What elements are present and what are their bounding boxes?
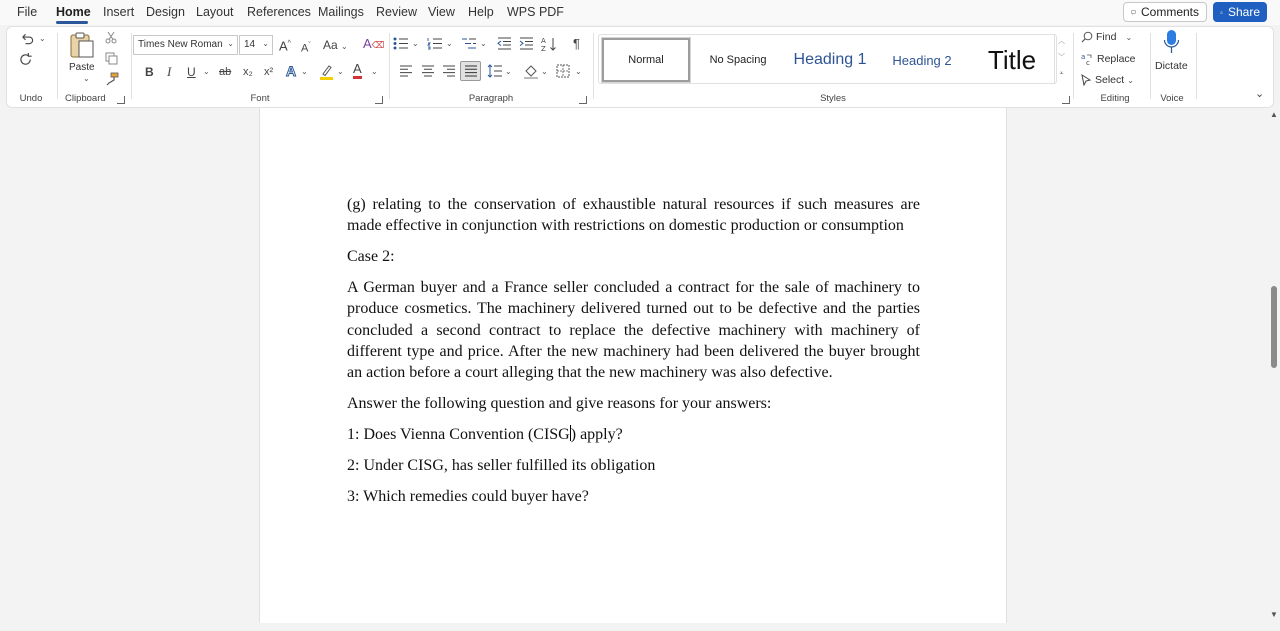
svg-text:A: A [541, 37, 546, 45]
document-content[interactable] [347, 194, 920, 517]
shading-dropdown[interactable]: ⌄ [541, 67, 548, 76]
share-button[interactable] [1213, 2, 1267, 22]
clipboard-launcher-icon[interactable] [117, 96, 125, 104]
menu-design[interactable]: Design [146, 5, 185, 19]
highlight-dropdown[interactable]: ⌄ [337, 67, 344, 76]
menu-review[interactable]: Review [376, 5, 417, 19]
scroll-up-icon[interactable]: ▲ [1270, 110, 1278, 119]
share-label: Share [1227, 5, 1260, 19]
clipboard-group-label: Clipboard [65, 93, 106, 104]
paragraph[interactable]: 2: Under CISG, has seller fulfilled its obligation [347, 457, 656, 475]
decrease-indent-icon[interactable] [497, 37, 512, 50]
divider [57, 33, 58, 99]
styles-launcher-icon[interactable] [1062, 96, 1070, 104]
dictate-label: Dictate [1155, 60, 1188, 72]
style-heading-2[interactable] [878, 38, 966, 82]
paragraph[interactable]: Case 2: [347, 248, 395, 266]
bullets-dropdown[interactable]: ⌄ [412, 39, 419, 48]
style-no-spacing[interactable] [694, 38, 782, 82]
shading-icon[interactable] [523, 63, 539, 79]
scroll-down-icon[interactable]: ▼ [1270, 610, 1278, 619]
menu-wps-pdf[interactable]: WPS PDF [507, 5, 564, 19]
svg-text:a: a [1081, 53, 1086, 61]
search-icon [1081, 31, 1093, 43]
paragraph[interactable]: A German buyer and a France seller concluded a contract for the sale of machinery to produce cosmetics. The machinery delivered turned out to be defective and the parties concluded a second contract to replace the defective machinery with machinery of different type and price. After the new machinery had been delivered the buyer brought an action before a court alleging that the new machinery was also defective. [347, 279, 920, 382]
numbering-icon[interactable] [427, 37, 443, 50]
chevron-down-icon: ⌄ [262, 39, 269, 48]
menu-insert[interactable]: Insert [103, 5, 135, 19]
voice-group [1150, 27, 1194, 107]
paragraph-group [391, 27, 591, 107]
microphone-icon [1163, 29, 1180, 55]
styles-group-label: Styles [820, 93, 846, 104]
menu-layout[interactable]: Layout [196, 5, 234, 19]
document-page[interactable] [259, 108, 1007, 623]
scrollbar-thumb[interactable] [1271, 286, 1277, 368]
text-effects-dropdown[interactable]: ⌄ [301, 67, 308, 76]
svg-text:Z: Z [541, 45, 546, 52]
editing-group-label: Editing [1100, 93, 1130, 104]
select-label: Select [1095, 74, 1125, 86]
paste-dropdown[interactable]: ⌄ [83, 74, 90, 83]
menu-file[interactable]: File [17, 5, 38, 19]
align-right-icon[interactable] [442, 65, 456, 77]
undo-group [7, 27, 55, 107]
align-center-icon[interactable] [421, 65, 435, 77]
style-title[interactable] [968, 38, 1056, 82]
cursor-arrow-icon [1081, 74, 1092, 86]
format-painter-icon[interactable] [105, 72, 119, 86]
dictate-button[interactable] [1150, 29, 1194, 73]
numbering-dropdown[interactable]: ⌄ [446, 39, 453, 48]
clear-formatting-icon[interactable]: A⌫ [363, 36, 385, 51]
subscript-button[interactable]: x₂ [243, 66, 253, 78]
paragraph[interactable]: (g) relating to the conservation of exhaustible natural resources if such measures are made effective in conjunction with restrictions on domestic production or consumption [347, 196, 920, 235]
styles-gallery [598, 34, 1057, 84]
ribbon [6, 26, 1274, 108]
paragraph[interactable]: Answer the following question and give reasons for your answers: [347, 395, 772, 413]
line-spacing-icon[interactable] [487, 64, 503, 78]
menu-mailings[interactable]: Mailings [318, 5, 364, 19]
chevron-down-icon[interactable]: ﹀ [1058, 54, 1065, 61]
text-effects-button[interactable]: A [286, 63, 297, 79]
style-normal[interactable] [602, 38, 690, 82]
style-no-spacing-label: No Spacing [709, 54, 767, 66]
undo-group-label: Undo [19, 93, 43, 104]
chevron-up-icon[interactable]: ︿ [1058, 38, 1065, 45]
multilevel-dropdown[interactable]: ⌄ [480, 39, 487, 48]
menu-help[interactable]: Help [468, 5, 494, 19]
undo-dropdown[interactable]: ⌄ [39, 34, 46, 43]
cut-icon[interactable] [105, 31, 117, 44]
align-left-icon[interactable] [399, 65, 413, 77]
font-group-label: Font [250, 93, 270, 104]
paragraph[interactable]: 3: Which remedies could buyer have? [347, 488, 589, 506]
font-color-dropdown[interactable]: ⌄ [371, 67, 378, 76]
font-group [133, 27, 387, 107]
bold-button[interactable]: B [145, 65, 154, 79]
paste-label[interactable]: Paste [69, 62, 95, 73]
comment-icon [1131, 7, 1136, 18]
italic-button[interactable]: I [167, 64, 172, 79]
select-dropdown: ⌄ [1127, 75, 1134, 85]
select-button[interactable] [1081, 74, 1134, 86]
style-heading-2-label: Heading 2 [892, 52, 952, 68]
chevron-down-icon: ⌄ [227, 39, 234, 48]
menu-view[interactable]: View [428, 5, 455, 19]
paragraph-launcher-icon[interactable] [579, 96, 587, 104]
justify-icon [464, 65, 478, 77]
clipboard-group [59, 27, 131, 107]
strikethrough-button[interactable]: ab [219, 66, 232, 78]
replace-label: Replace [1097, 53, 1136, 65]
question-1-start: 1: Does Vienna Convention (CISG [347, 426, 570, 444]
undo-icon[interactable] [19, 31, 34, 45]
question-1-end: ) apply? [570, 426, 623, 444]
sort-icon[interactable] [541, 36, 557, 52]
voice-group-label: Voice [1160, 93, 1184, 104]
find-button[interactable] [1081, 31, 1132, 43]
font-name-combo[interactable] [133, 35, 238, 55]
justify-button[interactable] [460, 61, 481, 81]
replace-icon [1081, 53, 1094, 65]
collapse-ribbon-icon[interactable]: ⌄ [1255, 88, 1265, 100]
styles-gallery-scroll[interactable] [1054, 34, 1068, 84]
font-launcher-icon[interactable] [375, 96, 383, 104]
style-title-label: Title [987, 44, 1037, 75]
underline-dropdown[interactable]: ⌄ [203, 67, 210, 76]
status-bar [0, 623, 1280, 631]
menu-bar [0, 0, 1280, 25]
change-case-label: Aa [323, 38, 338, 52]
divider [593, 33, 594, 99]
comments-label: Comments [1140, 5, 1199, 19]
font-size-value: 14 [244, 39, 256, 50]
change-case-button[interactable]: Aa ⌄ [323, 38, 348, 52]
bullets-icon[interactable] [393, 37, 409, 50]
menu-references[interactable]: References [247, 5, 311, 19]
line-spacing-dropdown[interactable]: ⌄ [505, 67, 512, 76]
font-color-button[interactable]: A [353, 62, 362, 79]
comments-button[interactable] [1123, 2, 1207, 22]
redo-icon[interactable] [19, 52, 34, 67]
multilevel-list-icon[interactable] [461, 37, 477, 50]
editing-group [1077, 27, 1153, 107]
font-name-value: Times New Roman [138, 39, 223, 50]
style-heading-1[interactable] [786, 38, 874, 82]
copy-icon[interactable] [105, 52, 118, 65]
share-icon [1220, 7, 1223, 18]
menu-home[interactable]: Home [56, 5, 91, 19]
shrink-font-icon[interactable]: $A^ˇ$ [301, 42, 311, 55]
svg-text:c: c [1086, 59, 1090, 65]
increase-indent-icon[interactable] [519, 37, 534, 50]
divider [389, 33, 390, 99]
divider [131, 33, 132, 99]
style-normal-label: Normal [628, 54, 664, 66]
find-dropdown: ⌄ [1125, 32, 1133, 42]
show-formatting-marks-icon[interactable]: ¶ [573, 36, 580, 51]
style-heading-1-label: Heading 1 [793, 51, 867, 68]
superscript-button[interactable]: x² [264, 66, 274, 78]
replace-button[interactable] [1081, 53, 1136, 65]
divider [1073, 33, 1074, 99]
underline-button[interactable]: U [187, 65, 196, 79]
divider [1196, 33, 1197, 99]
grow-font-icon[interactable]: A^ [279, 38, 291, 54]
borders-icon[interactable] [556, 64, 570, 78]
paste-icon[interactable] [69, 31, 95, 59]
find-label: Find [1096, 31, 1117, 43]
more-styles-icon[interactable]: ⩡ [1059, 70, 1064, 77]
highlight-icon[interactable] [319, 63, 334, 80]
borders-dropdown[interactable]: ⌄ [575, 67, 582, 76]
vertical-scrollbar[interactable] [1268, 108, 1280, 623]
font-size-combo[interactable] [239, 35, 273, 55]
active-tab-indicator [56, 21, 88, 24]
paragraph-group-label: Paragraph [468, 93, 514, 104]
paragraph[interactable] [347, 424, 920, 445]
